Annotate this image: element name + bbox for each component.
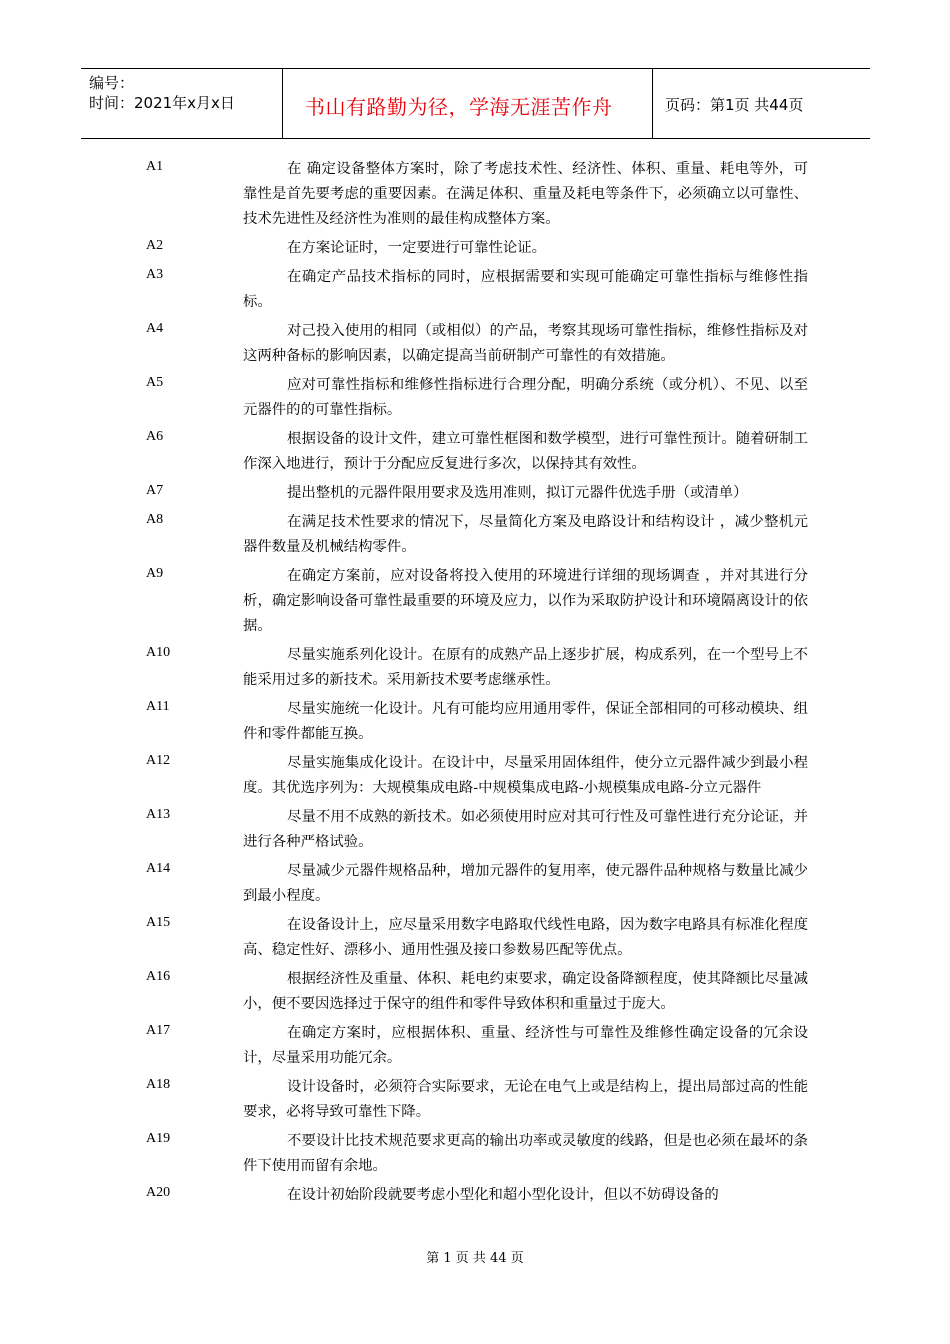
list-item xyxy=(0,1129,950,1179)
header-table xyxy=(81,68,870,139)
entry-label: A3 xyxy=(146,267,164,282)
document-number-label: 编号： xyxy=(89,74,135,92)
list-item xyxy=(0,236,950,261)
list-item xyxy=(0,1075,950,1125)
entry-label: A12 xyxy=(146,753,171,768)
entry-label: A19 xyxy=(146,1131,171,1146)
list-item xyxy=(0,427,950,477)
entry-label: A1 xyxy=(146,159,164,174)
entry-text: 根据设备的设计文件，建立可靠性框图和数学模型，进行可靠性预计。随着研制工作深入地进行，预计于分配应反复进行多次，以保持其有效性。 xyxy=(243,431,808,472)
list-item xyxy=(0,643,950,693)
header-motto: 书山有路勤为径，学海无涯苦作舟 xyxy=(305,95,613,119)
list-item xyxy=(0,1183,950,1208)
entry-text: 尽量不用不成熟的新技术。如必须使用时应对其可行性及可靠性进行充分论证，并进行各种严格试验。 xyxy=(243,809,808,850)
entry-text: 在设计初始阶段就要考虑小型化和超小型化设计，但以不妨碍设备的 xyxy=(287,1187,719,1203)
entry-label: A6 xyxy=(146,429,164,444)
header-page-info: 页码：第1页 共44页 xyxy=(665,96,804,114)
entry-text: 尽量减少元器件规格品种，增加元器件的复用率，使元器件品种规格与数量比减少到最小程度。 xyxy=(243,863,808,904)
entry-label: A18 xyxy=(146,1077,171,1092)
entry-label: A11 xyxy=(146,699,170,714)
entry-label: A17 xyxy=(146,1023,171,1038)
entry-label: A13 xyxy=(146,807,171,822)
entry-text: 尽量实施系列化设计。在原有的成熟产品上逐步扩展，构成系列，在一个型号上不能采用过多的新技术。采用新技术要考虑继承性。 xyxy=(243,647,808,688)
list-item xyxy=(0,859,950,909)
list-item xyxy=(0,697,950,747)
entry-label: A4 xyxy=(146,321,164,336)
page-footer: 第 1 页 共 44 页 xyxy=(426,1251,524,1266)
entry-text: 应对可靠性指标和维修性指标进行合理分配，明确分系统（或分机）、不见、以至元器件的的可靠性指标。 xyxy=(243,377,808,418)
list-item xyxy=(0,805,950,855)
entry-text: 提出整机的元器件限用要求及选用准则，拟订元器件优选手册（或清单） xyxy=(287,485,748,501)
header-page-cell xyxy=(653,69,870,138)
entry-label: A10 xyxy=(146,645,171,660)
document-time-label: 时间：2021年x月x日 xyxy=(89,94,235,112)
entry-label: A14 xyxy=(146,861,171,876)
list-item xyxy=(0,265,950,315)
list-item xyxy=(0,157,950,232)
entry-text: 在 确定设备整体方案时，除了考虑技术性、经济性、体积、重量、耗电等外，可靠性是首先要考虑的重要因素。在满足体积、重量及耗电等条件下，必须确立以可靠性、技术先进性及经济性为准则的最佳构成整体方案。 xyxy=(243,161,808,227)
list-item xyxy=(0,967,950,1017)
entry-text: 不要设计比技术规范要求更高的输出功率或灵敏度的线路，但是也必须在最坏的条件下使用而留有余地。 xyxy=(243,1133,808,1174)
entry-text: 在确定方案前，应对设备将投入使用的环境进行详细的现场调查 ，并对其进行分析，确定影响设备可靠性最重要的环境及应力，以作为采取防护设计和环境隔离设计的依据。 xyxy=(243,568,808,634)
entry-list xyxy=(0,157,950,1212)
entry-label: A7 xyxy=(146,483,164,498)
entry-text: 在满足技术性要求的情况下，尽量简化方案及电路设计和结构设计 ，减少整机元器件数量及机械结构零件。 xyxy=(243,514,808,555)
list-item xyxy=(0,564,950,639)
entry-label: A2 xyxy=(146,238,164,253)
entry-text: 尽量实施统一化设计。凡有可能均应用通用零件，保证全部相同的可移动模块、组件和零件都能互换。 xyxy=(243,701,808,742)
entry-text: 在确定产品技术指标的同时，应根据需要和实现可能确定可靠性指标与维修性指标。 xyxy=(243,269,808,310)
entry-label: A16 xyxy=(146,969,171,984)
list-item xyxy=(0,373,950,423)
list-item xyxy=(0,481,950,506)
list-item xyxy=(0,751,950,801)
entry-label: A15 xyxy=(146,915,171,930)
list-item xyxy=(0,1021,950,1071)
list-item xyxy=(0,510,950,560)
entry-text: 尽量实施集成化设计。在设计中，尽量采用固体组件，使分立元器件减少到最小程度。其优选序列为：大规模集成电路-中规模集成电路-小规模集成电路-分立元器件 xyxy=(243,755,808,796)
entry-text: 设计设备时，必须符合实际要求，无论在电气上或是结构上，提出局部过高的性能要求，必将导致可靠性下降。 xyxy=(243,1079,808,1120)
entry-label: A8 xyxy=(146,512,164,527)
entry-label: A9 xyxy=(146,566,164,581)
entry-text: 在确定方案时，应根据体积、重量、经济性与可靠性及维修性确定设备的冗余设计，尽量采用功能冗余。 xyxy=(243,1025,808,1066)
entry-text: 在设备设计上，应尽量采用数字电路取代线性电路，因为数字电路具有标准化程度高、稳定性好、漂移小、通用性强及接口参数易匹配等优点。 xyxy=(243,917,808,958)
header-meta-cell xyxy=(81,69,283,138)
entry-label: A20 xyxy=(146,1185,171,1200)
list-item xyxy=(0,319,950,369)
header-motto-cell xyxy=(283,69,653,138)
entry-text: 在方案论证时，一定要进行可靠性论证。 xyxy=(287,240,547,256)
entry-text: 对己投入使用的相同（或相似）的产品，考察其现场可靠性指标，维修性指标及对这两种备标的影响因素，以确定提高当前研制产可靠性的有效措施。 xyxy=(243,323,808,364)
list-item xyxy=(0,913,950,963)
entry-text: 根据经济性及重量、体积、耗电约束要求，确定设备降额程度，使其降额比尽量减小，便不要因选择过于保守的组件和零件导致体积和重量过于庞大。 xyxy=(243,971,808,1012)
entry-label: A5 xyxy=(146,375,164,390)
